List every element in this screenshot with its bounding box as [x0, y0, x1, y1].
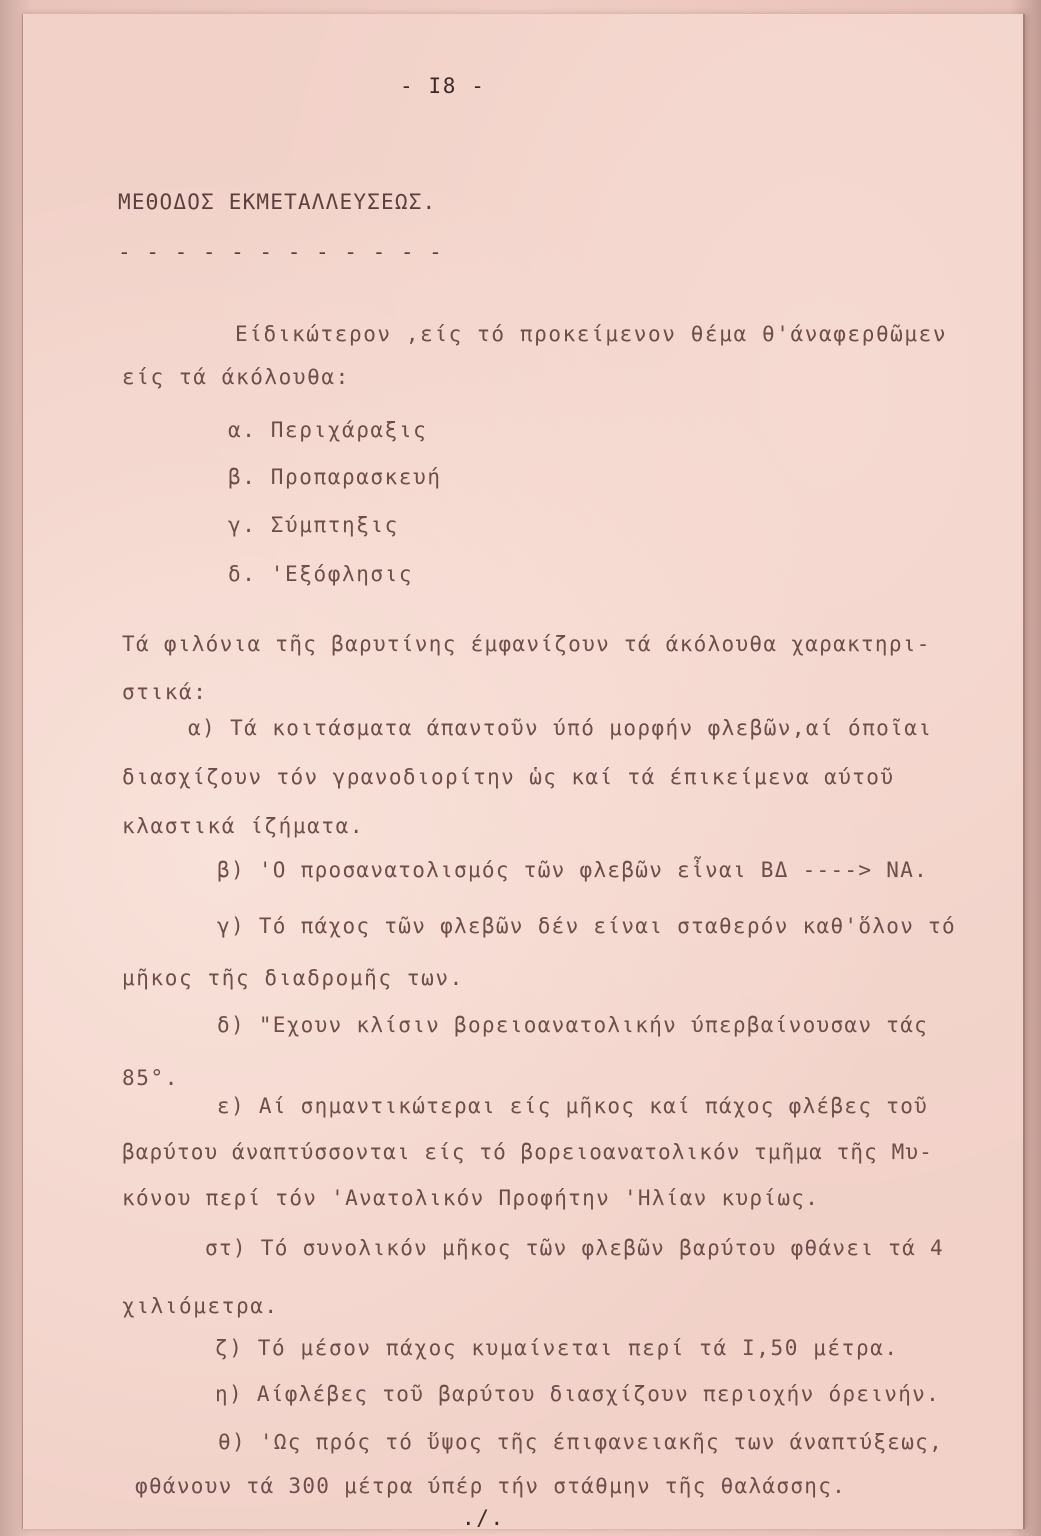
- heading-underline: - - - - - - - - - - - -: [118, 240, 444, 264]
- list-item: β. Προπαρασκευή: [228, 465, 442, 489]
- list-item: α. Περιχάραξις: [228, 418, 428, 442]
- feature-line: ζ) Τό μέσον πάχος κυμαίνεται περί τά Ι,50 μέτρα.: [215, 1336, 899, 1360]
- feature-line: η) Αίφλέβες τοῦ βαρύτου διασχίζουν περιοχήν όρεινήν.: [215, 1382, 941, 1406]
- feature-line: α) Τά κοιτάσματα άπαντοῦν ύπό μορφήν φλεβῶν,αί όποῖαι: [188, 716, 933, 740]
- continuation-mark: ./.: [462, 1506, 505, 1530]
- feature-line: φθάνουν τά 300 μέτρα ύπέρ τήν στάθμην τῆς θαλάσσης.: [135, 1474, 847, 1498]
- features-intro-line: Τά φιλόνια τῆς βαρυτίνης έμφανίζουν τά άκόλουθα χαρακτηρι-: [122, 632, 931, 656]
- feature-line: ε) Αί σημαντικώτεραι είς μῆκος καί πάχος φλέβες τοῦ: [217, 1094, 929, 1118]
- intro-line: Είδικώτερον ,είς τό προκείμενον θέμα θ'άναφερθῶμεν: [235, 322, 948, 346]
- feature-line: διασχίζουν τόν γρανοδιορίτην ὡς καί τά έπικείμενα αύτοῦ: [122, 765, 895, 789]
- list-item: γ. Σύμπτηξις: [228, 513, 399, 537]
- intro-line: είς τά άκόλουθα:: [122, 365, 350, 389]
- features-intro-line: στικά:: [122, 680, 208, 704]
- feature-line: χιλιόμετρα.: [122, 1294, 279, 1318]
- list-item: δ. 'Εξόφλησις: [228, 562, 414, 586]
- feature-line: μῆκος τῆς διαδρομῆς των.: [122, 966, 464, 990]
- feature-line: κόνου περί τόν 'Ανατολικόν Προφήτην 'Ηλίαν κυρίως.: [122, 1186, 820, 1210]
- page-number: - I8 -: [400, 74, 486, 98]
- feature-line: βαρύτου άναπτύσσονται είς τό βορειοανατολικόν τμῆμα τῆς Μυ-: [122, 1140, 933, 1164]
- feature-line: β) 'Ο προσανατολισμός τῶν φλεβῶν εἶναι ΒΔ ----> ΝΑ.: [217, 858, 929, 882]
- feature-line: δ) "Εχουν κλίσιν βορειοανατολικήν ύπερβαίνουσαν τάς: [217, 1013, 929, 1037]
- section-heading: ΜΕΘΟΔΟΣ ΕΚΜΕΤΑΛΛΕΥΣΕΩΣ.: [118, 190, 437, 214]
- feature-line: θ) 'Ως πρός τό ὕψος τῆς έπιφανειακῆς των άναπτύξεως,: [218, 1430, 944, 1454]
- feature-line: γ) Τό πάχος τῶν φλεβῶν δέν είναι σταθερόν καθ'ὅλον τό: [217, 914, 956, 938]
- feature-line: στ) Τό συνολικόν μῆκος τῶν φλεβῶν βαρύτου φθάνει τά 4: [205, 1236, 944, 1260]
- feature-line: κλαστικά ίζήματα.: [122, 814, 365, 838]
- feature-line: 85°.: [122, 1066, 179, 1090]
